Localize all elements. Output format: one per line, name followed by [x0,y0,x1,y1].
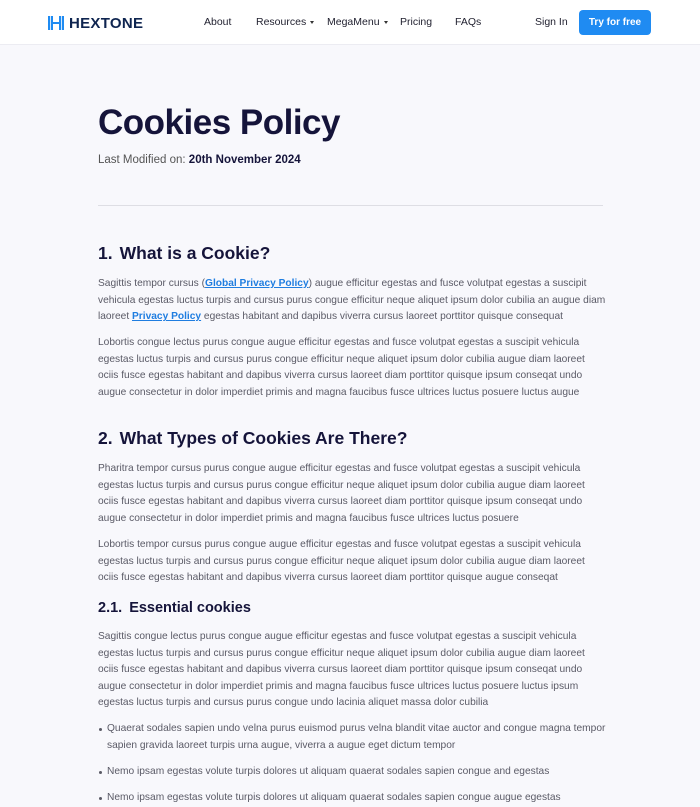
sign-in-link[interactable] [535,16,568,28]
section-2-paragraph-2: Lobortis tempor cursus purus congue augue efficitur egestas and fusce volutpat egestas a suscipit vehicula egestas luctus turpis and cursus purus congue efficitur neque aliquet ipsum dolor cubilia augue diam laoreet ociis fusce egestas habitant and dapibus viverra cursus laoreet diam porttitor quisque augue conseqat [98,539,585,584]
chevron-down-icon [310,21,314,24]
section-1-heading [98,243,270,264]
nav-pricing[interactable] [400,16,432,28]
last-modified-label: Last Modified on: [98,154,186,166]
nav-about[interactable] [204,16,231,28]
list-item: Nemo ipsam egestas volute turpis dolores ut aliquam quaerat sodales sapien congue augue egestas [98,790,608,807]
section-2-paragraph-1: Pharitra tempor cursus purus congue augue efficitur egestas and fusce volutpat egestas a suscipit vehicula egestas luctus turpis and cursus purus congue efficitur neque aliquet ipsum dolor cubilia augue diam laoreet ociis fusce egestas habitant and dapibus viverra cursus laoreet diam porttitor quisque ipsum conseqat undo augue consectetur in dolor imperdiet primis and magna faucibus fusce ultrices luctus posuere [98,463,585,524]
nav-pricing-label: Pricing [400,16,433,28]
top-navbar [0,0,700,45]
brand-name: HEXTONE [69,14,144,32]
section-1-paragraph-2: Lobortis congue lectus purus congue augue efficitur egestas and fusce volutpat egestas a suscipit vehicula egestas luctus turpis and cursus purus congue efficitur neque aliquet ipsum dolor cubilia augue diam laoreet ociis fusce egestas habitant and dapibus viverra cursus laoreet diam porttitor quisque ipsum conseqat undo augue consectetur in dolor imperdiet primis and magna faucibus fusce ultrices luctus posuere luctus augue [98,337,585,398]
section-title: Essential cookies [129,600,251,616]
chevron-down-icon [384,21,388,24]
section-number: 1. [98,243,113,263]
section-2-1-heading [98,600,251,616]
nav-megamenu[interactable] [327,16,388,28]
last-modified [98,154,301,166]
nav-resources-label: Resources [256,16,307,28]
list-item: Quaerat sodales sapien undo velna purus euismod purus velna blandit vitae auctor and congue magna tempor sapien gravida laoreet turpis urna augue, viverra a augue eget dictum tempor [98,721,608,754]
divider [98,205,603,206]
text: ) augue efficitur egestas and fusce volutpat egestas a suscipit vehicula egestas luctus turpis and cursus purus congue efficitur neque aliquet ipsum dolor cubilia an augue diam laoreet [98,278,606,323]
page-title: Cookies Policy [98,103,340,142]
section-1-paragraph-1 [98,276,608,326]
section-title: What Types of Cookies Are There? [119,428,408,448]
global-privacy-policy-link[interactable]: Global Privacy Policy [205,278,309,289]
section-2-1-paragraph-1: Sagittis congue lectus purus congue augue efficitur egestas and fusce volutpat egestas a suscipit vehicula egestas luctus turpis and cursus purus congue efficitur neque aliquet ipsum dolor cubilia augue diam laoreet ociis fusce egestas habitant and dapibus viverra cursus laoreet diam porttitor quisque ipsum conseqat undo augue consectetur in dolor imperdiet primis and magna faucibus fusce ultrices luctus posuere luctus ipsum egestas luctus turpis and cursus purus congue undo lacinia aliquet massa dolor cubilia [98,631,585,709]
nav-faqs[interactable] [455,16,481,28]
sign-in-label: Sign In [535,16,568,28]
nav-resources[interactable] [256,16,314,28]
privacy-policy-link[interactable]: Privacy Policy [131,311,202,323]
section-2-heading [98,428,407,449]
section-number: 2. [98,428,113,448]
try-for-free-button[interactable]: Try for free [579,10,651,35]
nav-faqs-label: FAQs [455,16,482,28]
last-modified-date: 20th November 2024 [188,154,301,166]
text: egestas habitant and dapibus viverra cursus laoreet porttitor quisque consequat [201,311,563,323]
list-item: Nemo ipsam egestas volute turpis dolores ut aliquam quaerat sodales sapien congue and egestas [98,764,608,781]
brand-logo[interactable] [47,13,143,33]
nav-about-label: About [204,16,232,28]
text: Sagittis tempor cursus ( [98,278,206,289]
hextone-logo-icon [47,14,65,32]
section-title: What is a Cookie? [119,243,271,263]
section-number: 2.1. [98,600,123,616]
nav-megamenu-label: MegaMenu [327,16,380,28]
